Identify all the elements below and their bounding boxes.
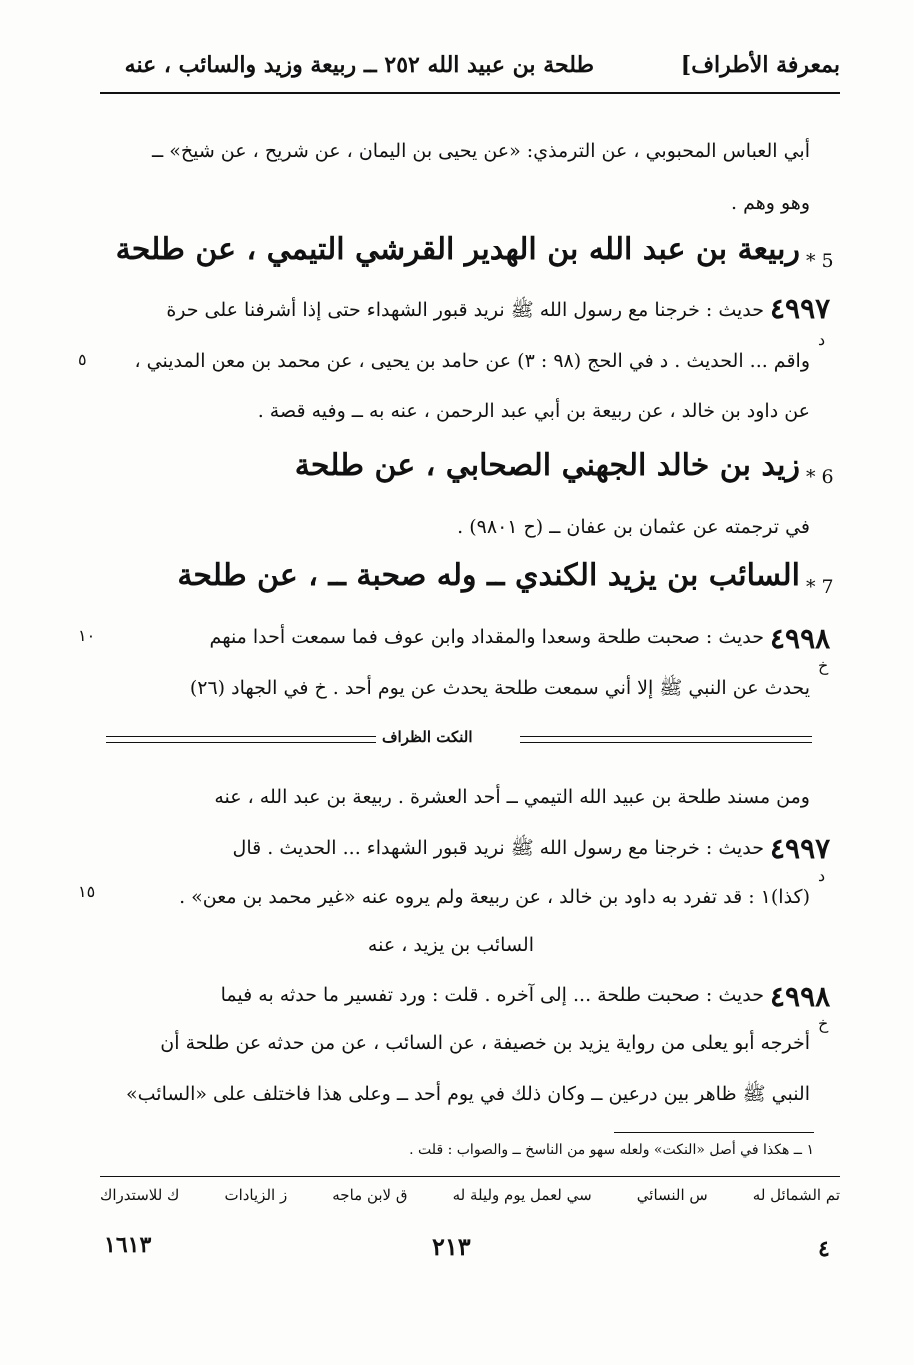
nukat-4997-line-2: (كذا)١ : قد تفرد به داود بن خالد ، عن ربيعة ولم يروه عنه «غير محمد بن معن» . — [179, 886, 810, 908]
hadith-4997-siglum: د — [818, 330, 826, 349]
running-header: طلحة بن عبيد الله ٢٥٢ ــ ربيعة وزيد والسائب ، عنه — [124, 52, 594, 78]
nukat-sub-heading: السائب بن يزيد ، عنه — [367, 934, 534, 956]
siglum-nasai: س النسائي — [636, 1186, 708, 1204]
page-number: ٢١٣ — [432, 1232, 471, 1261]
sigla-legend — [100, 1186, 840, 1204]
siglum-istidrak: ك للاستدراك — [100, 1186, 180, 1204]
hadith-4998-siglum: خ — [818, 656, 829, 675]
header-rule — [100, 92, 840, 94]
siglum-shamail: تم الشمائل له — [752, 1186, 840, 1204]
hadith-4998-number: ٤٩٩٨ — [770, 622, 831, 655]
siglum-ibn-majah: ق لابن ماجه — [332, 1186, 408, 1204]
body-line-1: أبي العباس المحبوبي ، عن الترمذي: «عن يحيى بن اليمان ، عن شريح ، عن شيخ» ــ — [152, 140, 810, 162]
nukat-line-1: ومن مسند طلحة بن عبيد الله التيمي ــ أحد العشرة . ربيعة بن عبد الله ، عنه — [214, 786, 810, 808]
entry-7-title: السائب بن يزيد الكندي ــ وله صحبة ــ ، عن طلحة — [177, 558, 800, 593]
entry-6-marker: * 6 — [806, 466, 834, 488]
siglum-ziyadat: ز الزيادات — [224, 1186, 288, 1204]
nukat-4998-line-2: أخرجه أبو يعلى من رواية يزيد بن خصيفة ، عن السائب ، عن من حدثه عن طلحة أن — [160, 1032, 810, 1054]
hadith-4998-line-2: يحدث عن النبي ﷺ إلا أني سمعت طلحة يحدث عن يوم أحد . خ في الجهاد (٢٦) — [189, 677, 810, 699]
nukat-4997-line-1: حديث : خرجنا مع رسول الله ﷺ نريد قبور الشهداء ... الحديث . قال — [232, 837, 764, 859]
nukat-4997-number: ٤٩٩٧ — [770, 832, 831, 865]
entry-6-text: في ترجمته عن عثمان بن عفان ــ (ح ٩٨٠١) . — [457, 516, 810, 538]
hadith-4997-line-2: واقم ... الحديث . د في الحج (٩٨ : ٣) عن حامد بن يحيى ، عن محمد بن معن المديني ، — [134, 350, 810, 372]
margin-line-number-10: ١٠ — [78, 626, 96, 645]
hadith-4997-number: ٤٩٩٧ — [770, 292, 831, 325]
nukat-divider-left — [106, 736, 376, 743]
nukat-4998-line-1: حديث : صحبت طلحة ... إلى آخره . قلت : ورد تفسير ما حدثه به فيما — [220, 984, 764, 1006]
siglum-amal-yawm: سي لعمل يوم وليلة له — [452, 1186, 592, 1204]
nukat-4998-number: ٤٩٩٨ — [770, 980, 831, 1013]
hadith-4998-line-1: حديث : صحبت طلحة وسعدا والمقداد وابن عوف فما سمعت أحدا منهم — [209, 626, 764, 648]
hadith-4997-line-3: عن داود بن خالد ، عن ربيعة بن أبي عبد الرحمن ، عنه به ــ وفيه قصة . — [257, 400, 810, 422]
sequence-number: ١٦١٣ — [104, 1232, 152, 1258]
margin-line-number-15: ١٥ — [78, 882, 96, 901]
footnote-rule — [614, 1132, 814, 1133]
nukat-4997-siglum: د — [818, 866, 826, 885]
margin-line-number-5: ٥ — [78, 350, 87, 369]
entry-7-marker: * 7 — [806, 576, 834, 598]
sigla-rule — [100, 1176, 840, 1177]
nukat-4998-line-3: النبي ﷺ ظاهر بين درعين ــ وكان ذلك في يوم أحد ــ وعلى هذا فاختلف على «السائب» — [126, 1083, 810, 1105]
entry-5-title: ربيعة بن عبد الله بن الهدير القرشي التيمي ، عن طلحة — [115, 232, 800, 267]
nukat-divider-right — [520, 736, 812, 743]
body-line-2: وهو وهم . — [731, 192, 810, 214]
hadith-4997-line-1: حديث : خرجنا مع رسول الله ﷺ نريد قبور الشهداء حتى إذا أشرفنا على حرة — [166, 299, 764, 321]
entry-5-marker: * 5 — [806, 250, 834, 272]
header-left-bracket-title: بمعرفة الأطراف] — [680, 52, 840, 78]
nukat-label: النكت الظراف — [382, 728, 473, 746]
entry-6-title: زيد بن خالد الجهني الصحابي ، عن طلحة — [294, 448, 800, 483]
nukat-4998-siglum: خ — [818, 1014, 829, 1033]
volume-number: ٤ — [818, 1236, 830, 1262]
footnote: ١ ــ هكذا في أصل «النكت» ولعله سهو من الناسخ ــ والصواب : قلت . — [409, 1142, 814, 1158]
